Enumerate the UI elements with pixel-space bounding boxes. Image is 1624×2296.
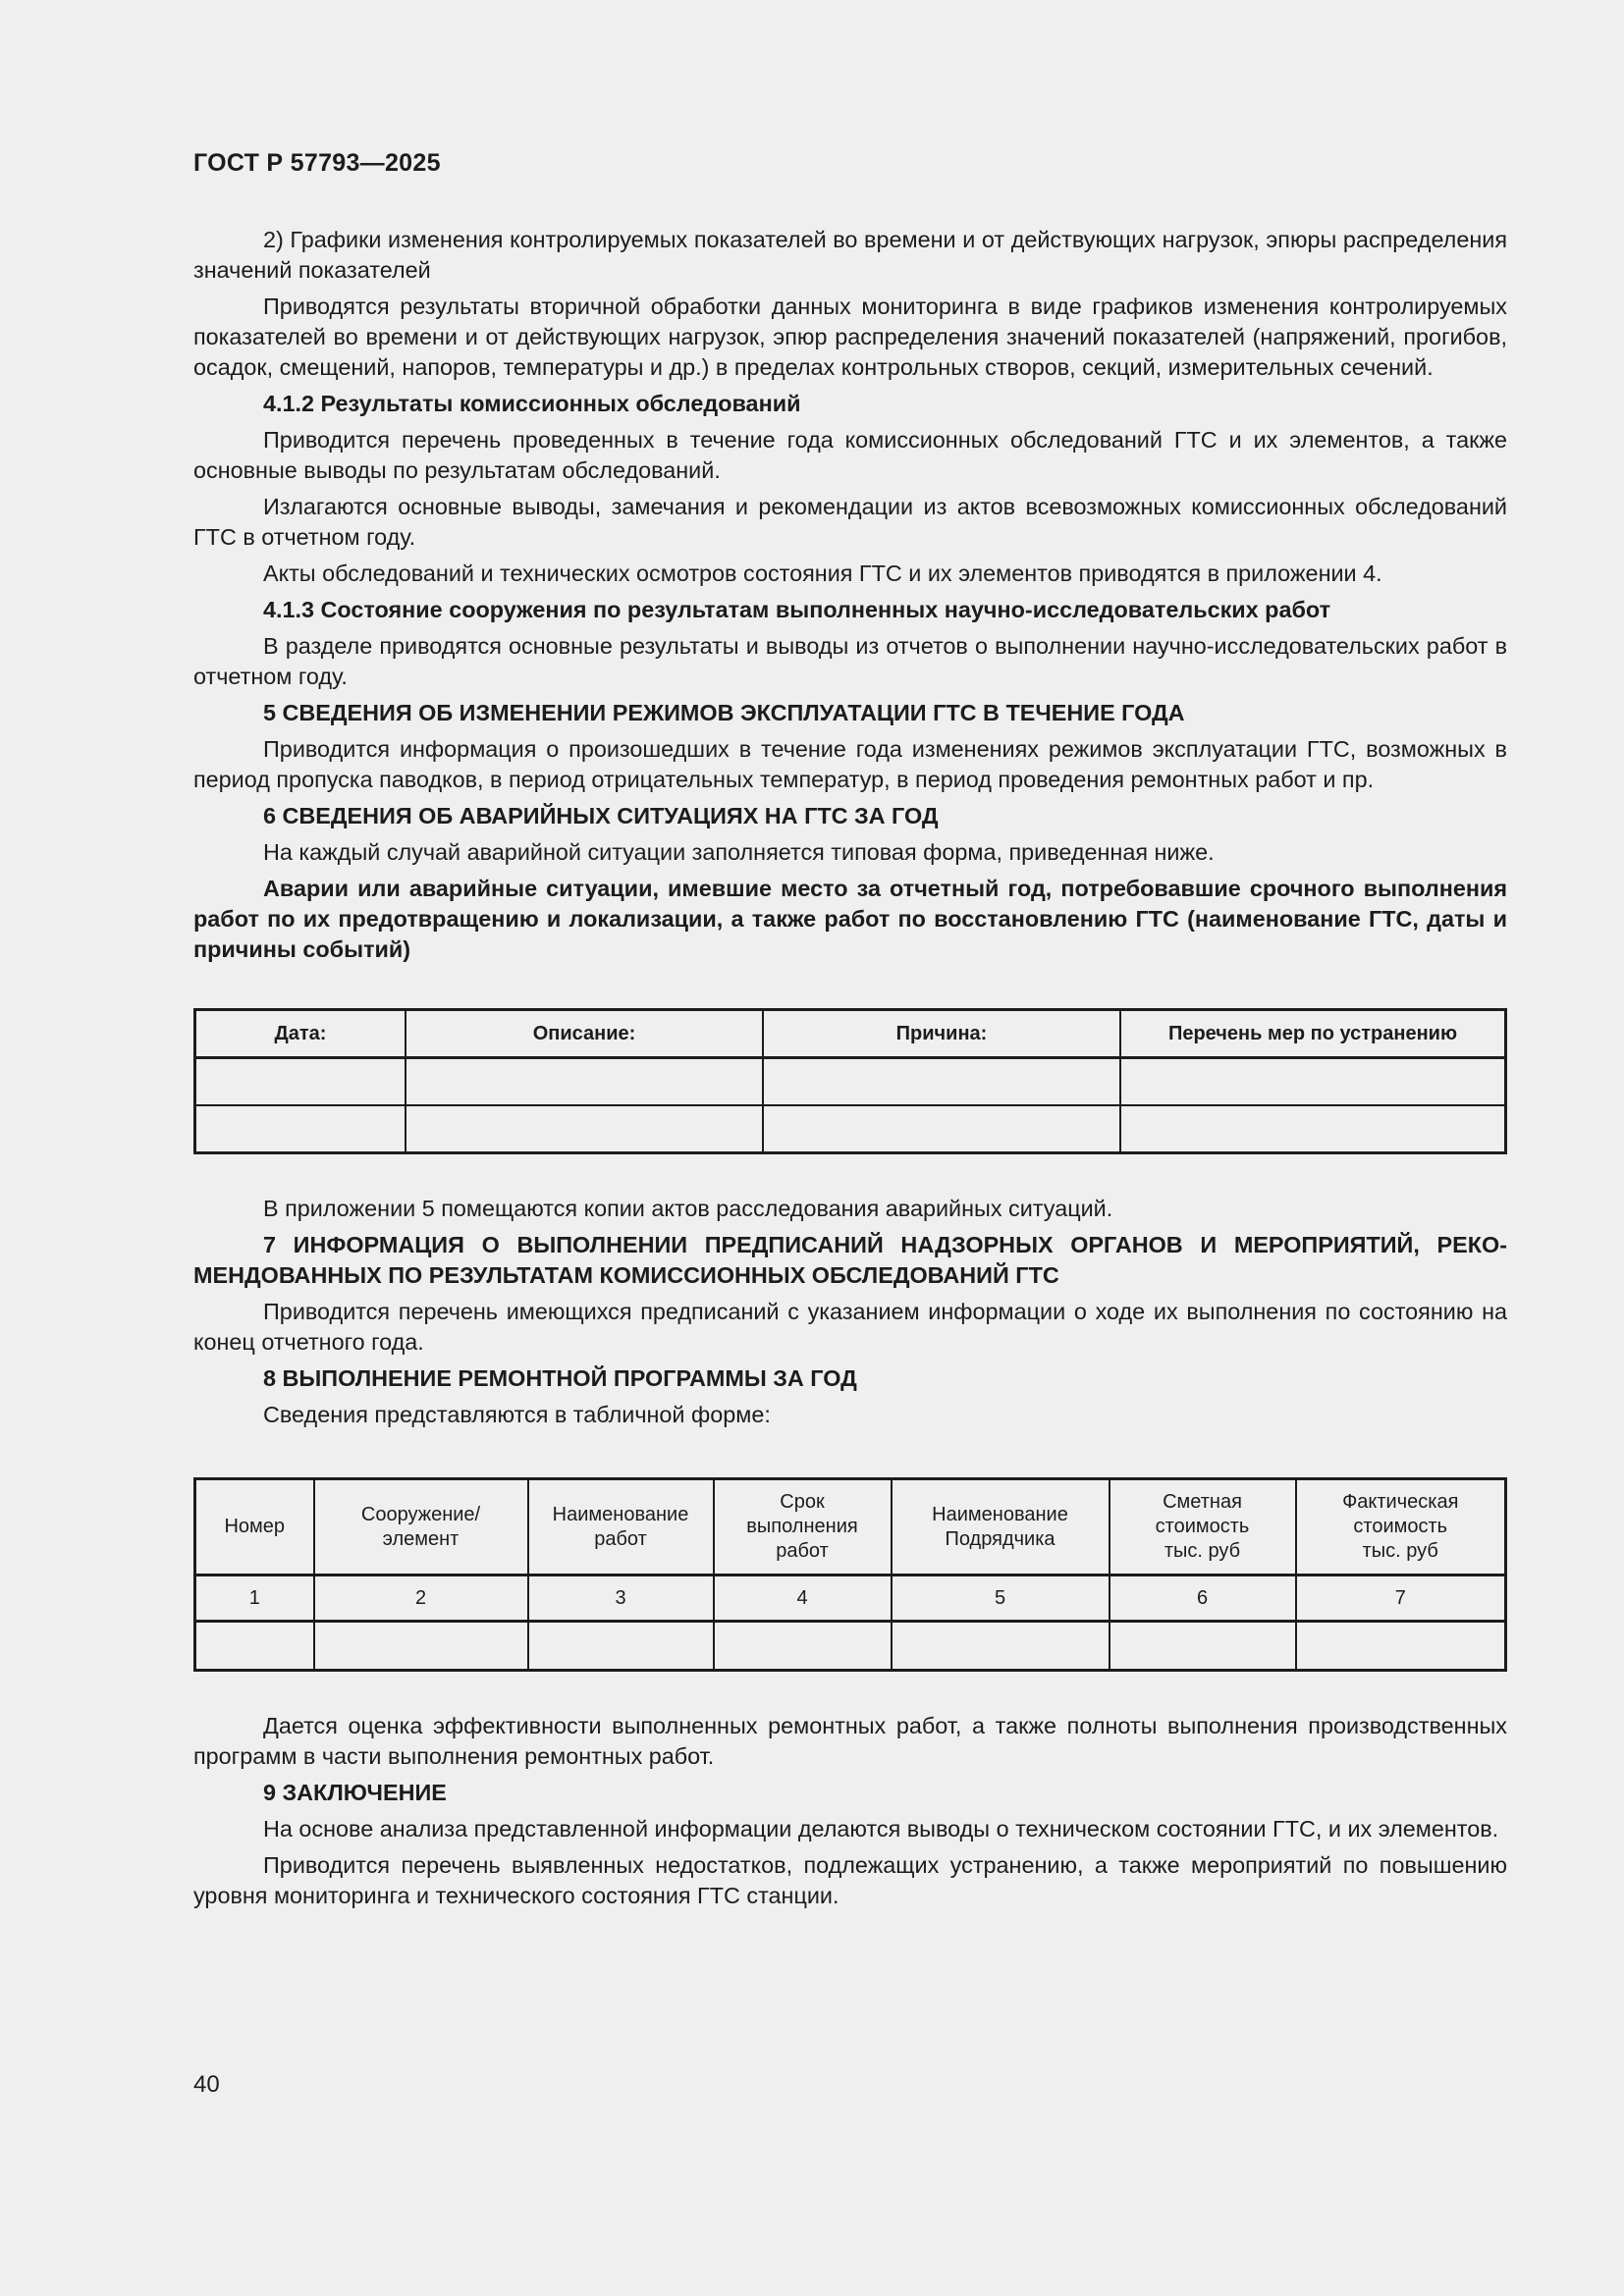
paragraph: В приложении 5 помещаются копии актов расследования аварийных ситуаций.	[263, 1196, 1113, 1221]
paragraph: Излагаются основные выводы, замечания и рекомендации из актов всевозможных комиссионных обследований ГТС в отчетном году.	[193, 494, 1507, 550]
table-column-number: 5	[892, 1575, 1110, 1622]
table-cell	[1120, 1105, 1506, 1153]
table-cell	[1110, 1622, 1296, 1671]
table-cell	[406, 1105, 763, 1153]
table-header-cell: Причина:	[763, 1010, 1120, 1058]
table-header-cell: Фактическая стоимость тыс. руб	[1296, 1479, 1506, 1575]
section-heading: 9 ЗАКЛЮЧЕНИЕ	[263, 1780, 447, 1805]
paragraph: Приводится перечень выявленных недостатков, подлежащих устранению, а также мероприятий по повышению уровня мониторинга и технического состояния ГТС станции.	[193, 1852, 1507, 1908]
section-heading: 6 СВЕДЕНИЯ ОБ АВАРИЙНЫХ СИТУАЦИЯХ НА ГТС ЗА ГОД	[263, 803, 939, 828]
paragraph: Акты обследований и технических осмотров состояния ГТС и их элементов приводятся в приложении 4.	[263, 561, 1382, 586]
table-cell	[195, 1058, 406, 1106]
section-heading: Аварии или аварийные ситуации, имевшие место за отчетный год, потребовавшие срочного выполнения работ по их предотвращению и локализации, а также работ по восстановлению ГТС (наименование ГТС, даты и причины событий)	[193, 876, 1507, 962]
table-row	[195, 1058, 1506, 1106]
table-header-row	[195, 1479, 1506, 1575]
table-header-cell: Сметная стоимость тыс. руб	[1110, 1479, 1296, 1575]
table-header-row	[195, 1010, 1506, 1058]
table-header-cell: Дата:	[195, 1010, 406, 1058]
section-blocks-1	[193, 225, 1507, 965]
table-column-number: 1	[195, 1575, 314, 1622]
table-number-row	[195, 1575, 1506, 1622]
table-column-number: 6	[1110, 1575, 1296, 1622]
table-cell	[195, 1105, 406, 1153]
table-header-cell: Наименование работ	[528, 1479, 714, 1575]
repair-program-table	[193, 1477, 1507, 1672]
paragraph: Приводится перечень имеющихся предписаний с указанием информации о ходе их выполнения по состоянию на конец отчетного года.	[193, 1299, 1507, 1355]
table-cell	[763, 1058, 1120, 1106]
table-column-number: 2	[314, 1575, 528, 1622]
table-cell	[763, 1105, 1120, 1153]
paragraph: 2) Графики изменения контролируемых показателей во времени и от действующих нагрузок, эпюры распределения значений показателей	[193, 227, 1507, 283]
paragraph: Дается оценка эффективности выполненных ремонтных работ, а также полноты выполнения производственных программ в части выполнения ремонтных работ.	[193, 1713, 1507, 1769]
page-content	[193, 225, 1507, 1917]
table-header-cell: Описание:	[406, 1010, 763, 1058]
table-cell	[314, 1622, 528, 1671]
table-column-number: 4	[714, 1575, 892, 1622]
table-column-number: 7	[1296, 1575, 1506, 1622]
section-heading: 4.1.2 Результаты комиссионных обследований	[263, 391, 801, 416]
paragraph: Приводится информация о произошедших в течение года изменениях режимов эксплуатации ГТС, возможных в период пропуска паводков, в период отрицательных температур, в период проведения ремонтных работ и пр.	[193, 736, 1507, 792]
table-cell	[406, 1058, 763, 1106]
section-heading: 7 ИНФОРМАЦИЯ О ВЫПОЛНЕНИИ ПРЕДПИСАНИЙ НАДЗОРНЫХ ОРГАНОВ И МЕРОПРИЯТИЙ, РЕКОМЕНДОВАННЫХ ПО РЕЗУЛЬТАТАМ КОМИССИОННЫХ ОБСЛЕДОВАНИЙ ГТС	[193, 1232, 1507, 1288]
table-cell	[892, 1622, 1110, 1671]
section-blocks-2	[193, 1194, 1507, 1430]
paragraph: Приводятся результаты вторичной обработки данных мониторинга в виде графиков изменения контролируемых показателей во времени и от действующих нагрузок, эпюр распределения значений показателей (напряжений, прогибов, осадок, смещений, напоров, температуры и др.) в пределах контрольных створов, секций, измерительных сечений.	[193, 294, 1507, 380]
section-heading: 5 СВЕДЕНИЯ ОБ ИЗМЕНЕНИИ РЕЖИМОВ ЭКСПЛУАТАЦИИ ГТС В ТЕЧЕНИЕ ГОДА	[263, 700, 1185, 725]
table-cell	[1120, 1058, 1506, 1106]
table-column-number: 3	[528, 1575, 714, 1622]
paragraph: На каждый случай аварийной ситуации заполняется типовая форма, приведенная ниже.	[263, 839, 1215, 865]
paragraph: На основе анализа представленной информации делаются выводы о техническом состоянии ГТС, и их элементов.	[263, 1816, 1499, 1842]
section-blocks-3	[193, 1711, 1507, 1911]
table-cell	[714, 1622, 892, 1671]
table-header-cell: Срок выполнения работ	[714, 1479, 892, 1575]
table-header-cell: Перечень мер по устранению	[1120, 1010, 1506, 1058]
page-number: 40	[193, 2071, 220, 2098]
table-row	[195, 1105, 1506, 1153]
section-heading: 8 ВЫПОЛНЕНИЕ РЕМОНТНОЙ ПРОГРАММЫ ЗА ГОД	[263, 1365, 857, 1391]
paragraph: Сведения представляются в табличной форме:	[263, 1402, 771, 1427]
table-row	[195, 1622, 1506, 1671]
section-heading: 4.1.3 Состояние сооружения по результатам выполненных научно-исследовательских работ	[263, 597, 1331, 622]
table-cell	[528, 1622, 714, 1671]
table-header-cell: Сооружение/ элемент	[314, 1479, 528, 1575]
emergency-table	[193, 1008, 1507, 1154]
table-cell	[195, 1622, 314, 1671]
document-header: ГОСТ Р 57793—2025	[193, 149, 441, 177]
table-cell	[1296, 1622, 1506, 1671]
paragraph: В разделе приводятся основные результаты и выводы из отчетов о выполнении научно-исследовательских работ в отчетном году.	[193, 633, 1507, 689]
paragraph: Приводится перечень проведенных в течение года комиссионных обследований ГТС и их элементов, а также основные выводы по результатам обследований.	[193, 427, 1507, 483]
table-header-cell: Номер	[195, 1479, 314, 1575]
table-header-cell: Наименование Подрядчика	[892, 1479, 1110, 1575]
